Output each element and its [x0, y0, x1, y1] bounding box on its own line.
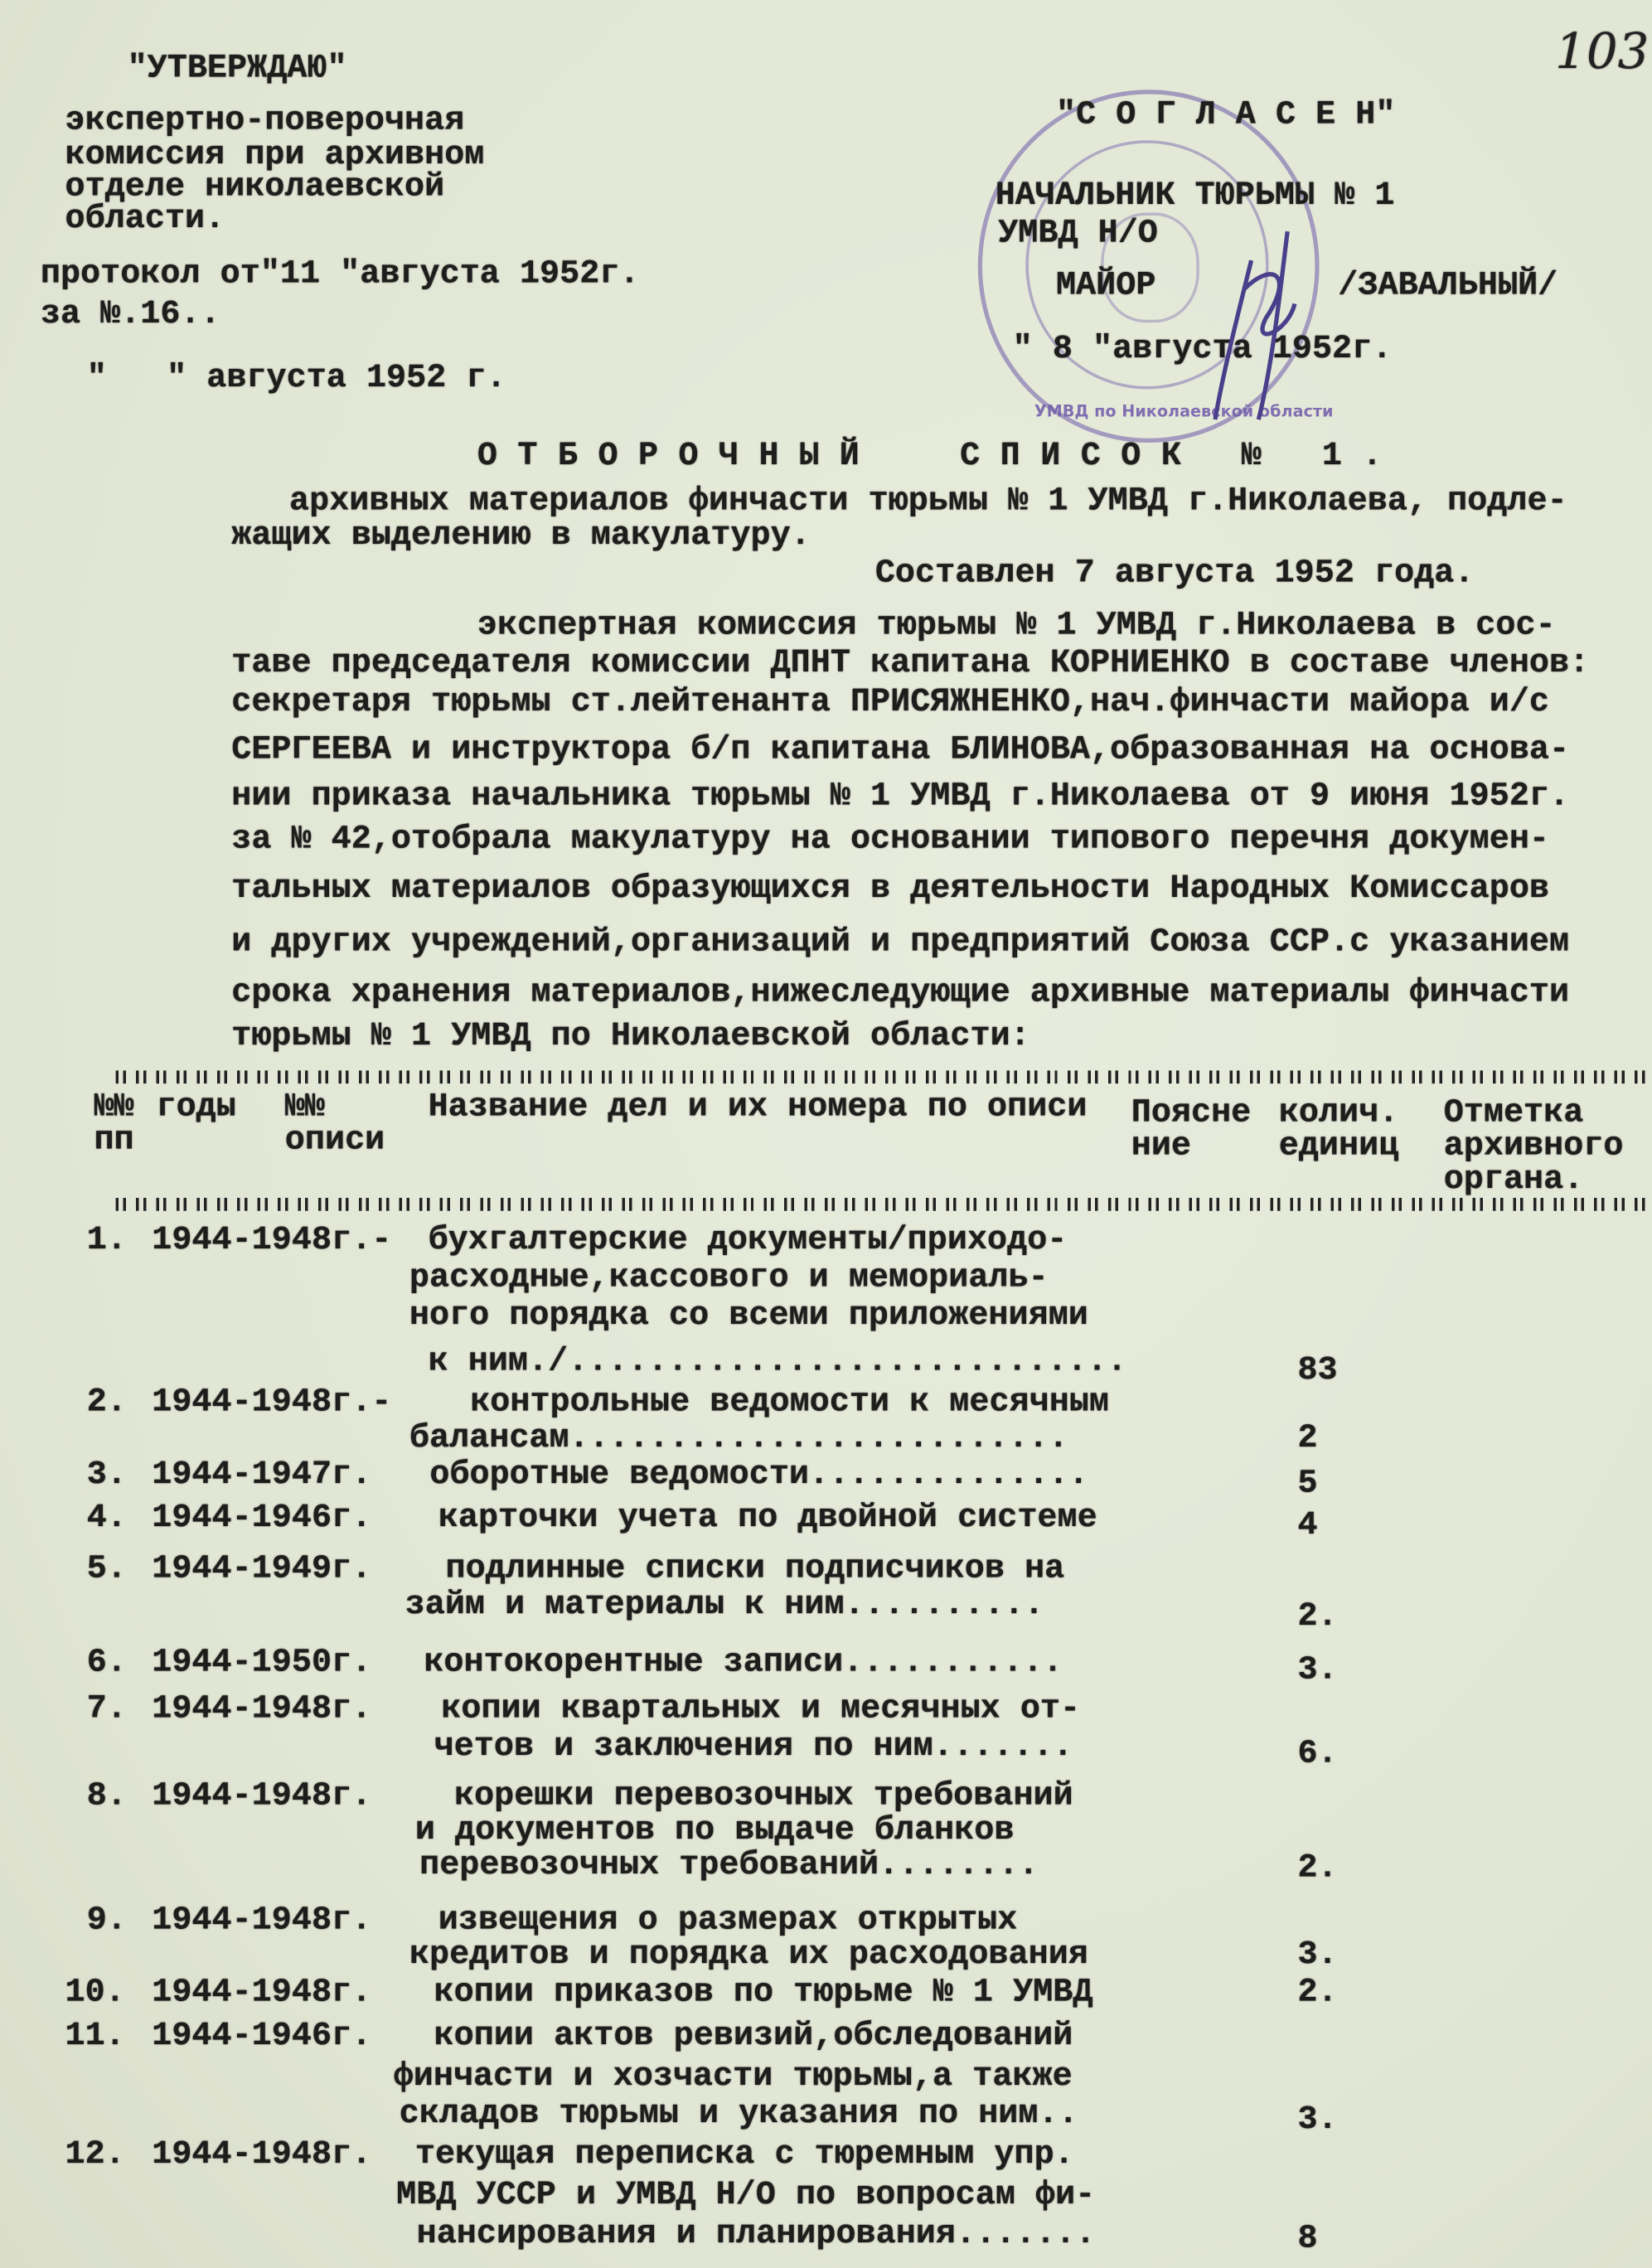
row-quantity: 3.: [1297, 2101, 1338, 2139]
row-years: 1944-1948г.-: [152, 1220, 392, 1259]
body-line: СЕРГЕЕВА и инструктора б/п капитана БЛИНОВА,образованная на основа-: [231, 730, 1570, 768]
header-quantity: колич.: [1278, 1093, 1399, 1132]
row-years: 1944-1946г.: [152, 2016, 372, 2055]
agreement-name: /ЗАВАЛЬНЫЙ/: [1338, 266, 1558, 304]
header-mark: органа.: [1443, 1160, 1584, 1199]
agreement-date: " 8 "августа 1952г.: [1012, 329, 1393, 368]
row-description: текущая переписка с тюремным упр.: [414, 2135, 1074, 2174]
row-number: 2.: [86, 1383, 127, 1421]
body-line: срока хранения материалов,нижеследующие архивные материалы финчасти: [231, 973, 1570, 1011]
row-quantity: 2: [1297, 1419, 1318, 1457]
header-num: пп: [94, 1121, 134, 1159]
row-description: карточки учета по двойной системе: [438, 1499, 1097, 1537]
row-description: копии квартальных и месячных от-: [441, 1689, 1081, 1728]
table-header-rule: [116, 1198, 1650, 1211]
row-quantity: 3.: [1297, 1936, 1338, 1974]
stamp-text: УМВД по Николаевской области: [1034, 402, 1334, 421]
row-years: 1944-1948г.: [152, 2135, 372, 2174]
row-quantity: 8: [1297, 2219, 1318, 2257]
header-quantity: единиц: [1278, 1127, 1399, 1165]
subtitle-line: архивных материалов финчасти тюрьмы № 1 УМВД г.Николаева, подле-: [289, 482, 1567, 520]
subtitle-line: жащих выделению в макулатуру.: [231, 516, 811, 555]
row-quantity: 5: [1297, 1464, 1318, 1502]
body-line: тюрьмы № 1 УМВД по Николаевской области:: [231, 1016, 1030, 1055]
row-quantity: 3.: [1297, 1650, 1338, 1689]
table-top-rule: [116, 1070, 1650, 1083]
approval-line: области.: [65, 199, 225, 238]
header-mark: Отметка: [1443, 1093, 1584, 1132]
protocol-number: за №.16..: [40, 295, 220, 333]
agreement-dept: УМВД Н/О: [998, 214, 1158, 252]
row-number: 8.: [86, 1776, 127, 1815]
row-description: кредитов и порядка их расходования: [409, 1936, 1088, 1974]
header-note: Поясне: [1131, 1093, 1252, 1132]
row-description: балансам.........................: [409, 1419, 1068, 1457]
row-years: 1944-1948г.: [152, 1901, 372, 1939]
row-number: 3.: [86, 1455, 127, 1494]
row-description: складов тюрьмы и указания по ним..: [399, 2095, 1078, 2133]
row-description: подлинные списки подписчиков на: [445, 1549, 1065, 1587]
row-number: 1.: [86, 1220, 127, 1259]
row-quantity: 4: [1297, 1505, 1318, 1544]
body-line: и других учреждений,организаций и предприятий Союза ССР.с указанием: [231, 923, 1570, 961]
row-number: 10.: [65, 1973, 125, 2011]
header-years: годы: [156, 1088, 236, 1126]
header-mark: архивного: [1443, 1127, 1624, 1165]
agreement-title: "С О Г Л А С Е Н": [1055, 95, 1396, 133]
header-name: Название дел и их номера по описи: [428, 1088, 1088, 1126]
approval-line: комиссия при архивном: [65, 136, 485, 174]
body-line: нии приказа начальника тюрьмы № 1 УМВД г.Николаева от 9 июня 1952г.: [231, 777, 1570, 815]
row-years: 1944-1948г.: [152, 1776, 372, 1815]
row-years: 1944-1948г.: [152, 1689, 372, 1728]
row-years: 1944-1948г.: [152, 1973, 372, 2011]
document-title: ОТБОРОЧНЫЙ СПИСОК № 1.: [477, 437, 1403, 475]
row-description: МВД УССР и УМВД Н/О по вопросам фи-: [396, 2175, 1096, 2214]
composed-date: Составлен 7 августа 1952 года.: [874, 554, 1475, 592]
row-number: 9.: [86, 1901, 127, 1939]
row-description: копии приказов по тюрьме № 1 УМВД: [434, 1973, 1093, 2011]
header-inventory: описи: [284, 1121, 385, 1159]
row-number: 11.: [65, 2016, 125, 2055]
row-description: четов и заключения по ним.......: [434, 1727, 1073, 1766]
header-num: №№: [94, 1088, 134, 1126]
row-years: 1944-1946г.: [152, 1499, 372, 1537]
header-inventory: №№: [284, 1088, 325, 1126]
row-description: корешки перевозочных требований: [453, 1776, 1073, 1815]
row-quantity: 2.: [1297, 1597, 1338, 1636]
row-description: перевозочных требований........: [419, 1845, 1039, 1884]
row-description: контокорентные записи...........: [424, 1643, 1063, 1681]
row-description: копии актов ревизий,обследований: [434, 2016, 1073, 2055]
row-description: и документов по выдаче бланков: [414, 1810, 1015, 1849]
agreement-position: НАЧАЛЬНИК ТЮРЬМЫ № 1: [995, 176, 1395, 215]
body-line: экспертная комиссия тюрьмы № 1 УМВД г.Николаева в сос-: [477, 606, 1556, 644]
row-description: контрольные ведомости к месячным: [470, 1383, 1109, 1421]
approval-line: экспертно-поверочная: [65, 101, 465, 139]
row-number: 6.: [86, 1643, 127, 1681]
row-description: финчасти и хозчасти тюрьмы,а также: [393, 2057, 1073, 2096]
row-number: 4.: [86, 1499, 127, 1537]
approval-line: отделе николаевской: [65, 167, 445, 206]
row-years: 1944-1950г.: [152, 1643, 372, 1681]
protocol-date: протокол от"11 "августа 1952г.: [40, 254, 640, 293]
body-line: таве председателя комиссии ДПНТ капитана КОРНИЕНКО в составе членов:: [231, 643, 1590, 681]
row-quantity: 2.: [1297, 1973, 1338, 2011]
row-description: ного порядка со всеми приложениями: [409, 1296, 1088, 1335]
header-note: ние: [1131, 1127, 1192, 1165]
row-description: к ним./............................: [428, 1342, 1127, 1380]
row-number: 7.: [86, 1689, 127, 1728]
row-description: расходные,кассового и мемориаль-: [409, 1258, 1049, 1296]
row-years: 1944-1949г.: [152, 1549, 372, 1587]
row-description: оборотные ведомости..............: [429, 1455, 1089, 1494]
page-number: 103: [1555, 22, 1650, 81]
body-line: за № 42,отобрала макулатуру на основании типового перечня докумен-: [231, 820, 1550, 858]
approval-title: "УТВЕРЖДАЮ": [127, 49, 347, 87]
signature: [1208, 202, 1324, 434]
row-years: 1944-1947г.: [152, 1455, 372, 1494]
body-line: секретаря тюрьмы ст.лейтенанта ПРИСЯЖНЕНКО,нач.финчасти майора и/с: [231, 682, 1550, 721]
row-description: извещения о размерах открытых: [438, 1901, 1018, 1939]
row-description: нансирования и планирования.......: [416, 2214, 1096, 2253]
row-quantity: 83: [1297, 1351, 1338, 1389]
row-description: займ и материалы к ним..........: [405, 1585, 1044, 1624]
approval-date: " " августа 1952 г.: [86, 358, 506, 397]
body-line: тальных материалов образующихся в деятельности Народных Комиссаров: [231, 869, 1550, 908]
row-quantity: 6.: [1297, 1734, 1338, 1772]
row-number: 12.: [65, 2135, 125, 2174]
row-description: бухгалтерские документы/приходо-: [428, 1220, 1068, 1259]
row-years: 1944-1948г.-: [152, 1383, 392, 1421]
agreement-rank: МАЙОР: [1055, 266, 1156, 304]
row-quantity: 2.: [1297, 1849, 1338, 1887]
row-number: 5.: [86, 1549, 127, 1587]
